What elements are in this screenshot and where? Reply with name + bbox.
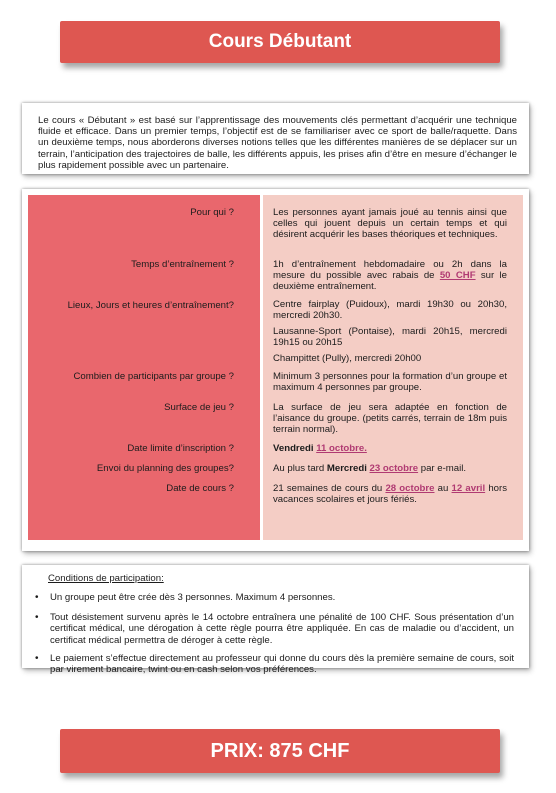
- dates-end: 12 avril: [451, 483, 486, 494]
- bullet-icon: •: [35, 653, 39, 664]
- label-pour-qui: Pour qui ?: [190, 207, 234, 218]
- condition-item: [35, 592, 514, 603]
- labels-panel: [28, 195, 260, 540]
- label-surface: Surface de jeu ?: [164, 402, 234, 413]
- bullet-icon: •: [35, 612, 39, 623]
- price-banner: [60, 729, 500, 773]
- condition-text: Tout désistement survenu après le 14 octobre entraînera une pénalité de 100 CHF. Sous présentation d’un certificat médical, une dérogation à cette règle pourra être appliquée. En cas de maladie ou d’accident, un certificat médical permettra de déroger à cette règle.: [50, 612, 514, 646]
- intro-box: [22, 103, 529, 174]
- rabais-highlight: 50 CHF: [439, 270, 476, 282]
- dates-text: 21 semaines de cours du: [273, 483, 386, 494]
- value-temps-text-end: sur le deuxième entraînement.: [273, 270, 507, 293]
- condition-text: Un groupe peut être crée dès 3 personnes. Maximum 4 personnes.: [50, 592, 336, 603]
- value-lieu-2: Lausanne-Sport (Pontaise), mardi 20h15, mercredi 19h15 ou 20h15: [273, 326, 507, 349]
- title-banner: [60, 21, 500, 63]
- value-temps-text: 1h d’entraînement hebdomadaire ou 2h dans la mesure du possible avec rabais de: [273, 259, 507, 282]
- planning-day: Mercredi: [326, 463, 367, 474]
- intro-text: Le cours « Débutant » est basé sur l’apprentissage des mouvements clés permettant d’acquérir une technique fluide et efficace. Dans un premier temps, l’objectif est de se familiariser avec ce sport de balle/raquette. Dans un deuxième temps, nous aborderons diverses notions telles que les différentes manières de se déplacer sur un terrain, l’anticipation des trajectoires de balle, les différents appuis, les prises afin d’être en mesure d’échanger le plus rapidement possible avec un partenaire.: [38, 115, 517, 171]
- value-dates: [273, 483, 507, 505]
- label-inscription: Date limite d’inscription ?: [127, 443, 234, 454]
- values-panel: [263, 195, 523, 540]
- planning-text: Au plus tard: [273, 463, 327, 474]
- details-box: [22, 189, 529, 551]
- value-inscription: [273, 443, 507, 454]
- inscription-date: 11 octobre.: [316, 443, 367, 454]
- value-temps: [273, 259, 507, 293]
- label-planning: Envoi du planning des groupes?: [96, 463, 234, 474]
- dates-text-end: hors vacances scolaires et jours fériés.: [273, 483, 507, 506]
- value-lieu-3: Champittet (Pully), mercredi 20h00: [273, 353, 422, 364]
- label-participants: Combien de participants par groupe ?: [73, 371, 234, 382]
- value-surface: La surface de jeu sera adaptée en fonction de l’aisance du groupe. (petits carrés, terrain de 18m puis terrain normal).: [273, 402, 507, 436]
- value-lieu-1: Centre fairplay (Puidoux), mardi 19h30 ou 20h30, mercredi 20h30.: [273, 299, 507, 322]
- value-pour-qui: Les personnes ayant jamais joué au tennis ainsi que celles qui jouent depuis un certain temps et qui désirent acquérir les bases théoriques et techniques.: [273, 207, 507, 241]
- planning-text-end: par e-mail.: [418, 463, 467, 474]
- conditions-title: Conditions de participation:: [48, 573, 164, 584]
- value-participants: Minimum 3 personnes pour la formation d’un groupe et maximum 4 personnes par groupe.: [273, 371, 507, 394]
- label-lieux: Lieux, Jours et heures d’entraînement?: [67, 300, 234, 311]
- price-text: PRIX: 875 CHF: [210, 739, 350, 762]
- condition-item: [35, 612, 514, 646]
- condition-text: Le paiement s’effectue directement au professeur qui donne du cours dès la première semaine de cours, soit par virement bancaire, twint ou en cash selon vos préférences.: [50, 653, 514, 676]
- planning-date: 23 octobre: [369, 463, 419, 474]
- dates-start: 28 octobre: [385, 483, 435, 494]
- conditions-box: [22, 565, 529, 676]
- inscription-day: Vendredi: [273, 443, 314, 454]
- page-title: Cours Débutant: [208, 31, 352, 52]
- condition-item: [35, 653, 514, 676]
- bullet-icon: •: [35, 592, 39, 603]
- label-temps: Temps d’entraînement ?: [131, 259, 234, 270]
- value-planning: [273, 463, 507, 474]
- label-dates: Date de cours ?: [166, 483, 234, 494]
- dates-mid: au: [434, 483, 452, 494]
